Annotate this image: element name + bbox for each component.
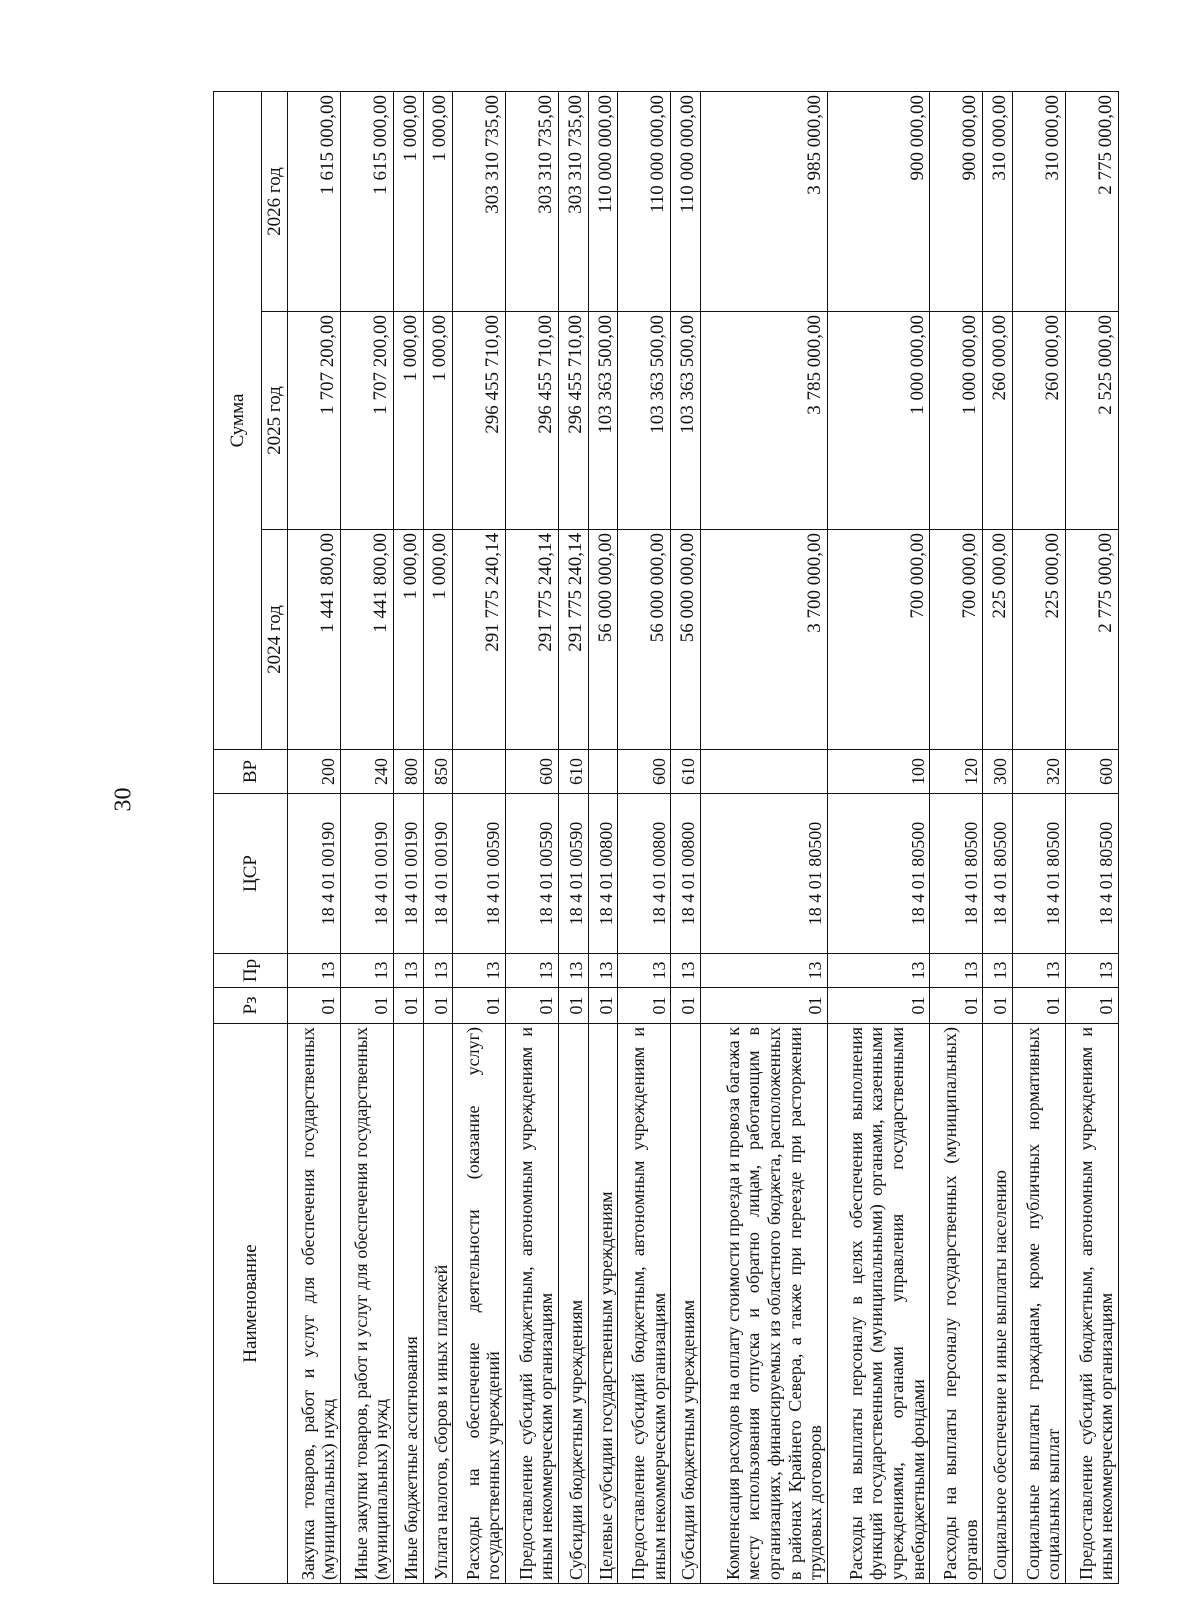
row-rz-cell: 01	[700, 988, 827, 1024]
row-2026-cell: 2 775 000,00	[1065, 91, 1118, 311]
row-pr-cell: 13	[618, 954, 671, 988]
row-rz-cell: 01	[930, 988, 983, 1024]
row-2025-cell: 1 707 200,00	[340, 312, 393, 530]
row-2024-cell: 1 000,00	[423, 530, 453, 750]
header-vr: ВР	[214, 750, 288, 794]
row-vr-cell: 100	[828, 750, 930, 794]
table-row	[506, 91, 559, 1583]
row-2026-cell: 110 000 000,00	[618, 91, 671, 311]
row-csr-cell: 18 4 01 00590	[453, 794, 506, 954]
header-name: Наименование	[214, 1024, 288, 1584]
row-rz-cell: 01	[559, 988, 589, 1024]
rotated-table-container	[213, 92, 1119, 1584]
row-rz-cell: 01	[1065, 988, 1118, 1024]
header-2024: 2024 год	[262, 530, 288, 750]
row-2026-cell: 310 000,00	[1012, 91, 1065, 311]
row-2024-cell: 3 700 000,00	[700, 530, 827, 750]
row-2026-cell: 1 615 000,00	[288, 91, 341, 311]
row-name-cell: Иные бюджетные ассигнования	[393, 1024, 423, 1584]
row-name-cell: Социальные выплаты гражданам, кроме публичных нормативных социальных выплат	[1012, 1024, 1065, 1584]
table-row	[559, 91, 589, 1583]
row-csr-cell: 18 4 01 80500	[1012, 794, 1065, 954]
row-pr-cell: 13	[700, 954, 827, 988]
table-row	[588, 91, 618, 1583]
row-name-cell: Предоставление субсидий бюджетным, автономным учреждениям и иным некоммерческим организациям	[506, 1024, 559, 1584]
row-rz-cell: 01	[828, 988, 930, 1024]
row-2025-cell: 2 525 000,00	[1065, 312, 1118, 530]
row-2025-cell: 1 000 000,00	[930, 312, 983, 530]
row-vr-cell	[453, 750, 506, 794]
row-rz-cell: 01	[588, 988, 618, 1024]
row-2026-cell: 1 000,00	[393, 91, 423, 311]
row-name-cell: Расходы на выплаты персоналу в целях обеспечения выполнения функций государственными (муниципальными) органами, казенными учреждениями, органами управления государственными внебюджетными фондами	[828, 1024, 930, 1584]
budget-table	[213, 91, 1119, 1584]
row-csr-cell: 18 4 01 80500	[1065, 794, 1118, 954]
row-2026-cell: 1 615 000,00	[340, 91, 393, 311]
row-name-cell: Целевые субсидии государственным учреждениям	[588, 1024, 618, 1584]
row-vr-cell: 600	[506, 750, 559, 794]
row-2024-cell: 56 000 000,00	[588, 530, 618, 750]
row-name-cell: Предоставление субсидий бюджетным, автономным учреждениям и иным некоммерческим организациям	[1065, 1024, 1118, 1584]
row-2025-cell: 260 000,00	[1012, 312, 1065, 530]
header-rz: Рз	[214, 988, 288, 1024]
row-name-cell: Расходы на обеспечение деятельности (оказание услуг) государственных учреждений	[453, 1024, 506, 1584]
row-2026-cell: 1 000,00	[423, 91, 453, 311]
table-row	[983, 91, 1013, 1583]
row-rz-cell: 01	[423, 988, 453, 1024]
row-2026-cell: 900 000,00	[828, 91, 930, 311]
header-2025: 2025 год	[262, 312, 288, 530]
row-name-cell: Закупка товаров, работ и услуг для обеспечения государственных (муниципальных) нужд	[288, 1024, 341, 1584]
table-row	[671, 91, 701, 1583]
row-vr-cell: 600	[618, 750, 671, 794]
row-name-cell: Субсидии бюджетным учреждениям	[559, 1024, 589, 1584]
row-name-cell: Предоставление субсидий бюджетным, автономным учреждениям и иным некоммерческим организациям	[618, 1024, 671, 1584]
row-2025-cell: 1 000,00	[393, 312, 423, 530]
row-pr-cell: 13	[393, 954, 423, 988]
row-2025-cell: 296 455 710,00	[559, 312, 589, 530]
table-header-row	[214, 91, 262, 1583]
row-csr-cell: 18 4 01 80500	[828, 794, 930, 954]
row-vr-cell: 610	[671, 750, 701, 794]
row-2026-cell: 110 000 000,00	[588, 91, 618, 311]
table-row	[618, 91, 671, 1583]
row-2026-cell: 303 310 735,00	[506, 91, 559, 311]
row-vr-cell: 200	[288, 750, 341, 794]
header-csr: ЦСР	[214, 794, 288, 954]
row-2024-cell: 291 775 240,14	[559, 530, 589, 750]
table-row	[828, 91, 930, 1583]
header-pr: Пр	[214, 954, 288, 988]
table-row	[930, 91, 983, 1583]
row-2024-cell: 700 000,00	[828, 530, 930, 750]
row-2024-cell: 1 000,00	[393, 530, 423, 750]
table-body	[288, 91, 1119, 1583]
row-2024-cell: 1 441 800,00	[340, 530, 393, 750]
row-pr-cell: 13	[340, 954, 393, 988]
table-row	[453, 91, 506, 1583]
row-2024-cell: 56 000 000,00	[618, 530, 671, 750]
row-name-cell: Иные закупки товаров, работ и услуг для обеспечения государственных (муниципальных) нужд	[340, 1024, 393, 1584]
table-row	[700, 91, 827, 1583]
row-2026-cell: 3 985 000,00	[700, 91, 827, 311]
row-csr-cell: 18 4 01 80500	[983, 794, 1013, 954]
row-pr-cell: 13	[559, 954, 589, 988]
row-name-cell: Социальное обеспечение и иные выплаты населению	[983, 1024, 1013, 1584]
row-2026-cell: 310 000,00	[983, 91, 1013, 311]
row-csr-cell: 18 4 01 00800	[671, 794, 701, 954]
table-row	[423, 91, 453, 1583]
row-rz-cell: 01	[288, 988, 341, 1024]
row-pr-cell: 13	[506, 954, 559, 988]
row-csr-cell: 18 4 01 80500	[930, 794, 983, 954]
table-row	[288, 91, 341, 1583]
row-vr-cell: 800	[393, 750, 423, 794]
row-vr-cell: 120	[930, 750, 983, 794]
row-rz-cell: 01	[506, 988, 559, 1024]
row-csr-cell: 18 4 01 00800	[588, 794, 618, 954]
row-2025-cell: 296 455 710,00	[453, 312, 506, 530]
row-vr-cell: 240	[340, 750, 393, 794]
row-name-cell: Расходы на выплаты персоналу государственных (муниципальных) органов	[930, 1024, 983, 1584]
row-vr-cell	[700, 750, 827, 794]
page-number: 30	[110, 787, 137, 812]
row-pr-cell: 13	[423, 954, 453, 988]
row-pr-cell: 13	[453, 954, 506, 988]
row-2026-cell: 110 000 000,00	[671, 91, 701, 311]
row-2024-cell: 56 000 000,00	[671, 530, 701, 750]
header-2026: 2026 год	[262, 91, 288, 311]
row-name-cell: Уплата налогов, сборов и иных платежей	[423, 1024, 453, 1584]
table-row	[1012, 91, 1065, 1583]
row-2025-cell: 1 707 200,00	[288, 312, 341, 530]
row-2025-cell: 1 000,00	[423, 312, 453, 530]
row-pr-cell: 13	[930, 954, 983, 988]
row-csr-cell: 18 4 01 00190	[423, 794, 453, 954]
row-rz-cell: 01	[1012, 988, 1065, 1024]
row-vr-cell	[588, 750, 618, 794]
row-rz-cell: 01	[671, 988, 701, 1024]
table-row	[1065, 91, 1118, 1583]
row-2024-cell: 1 441 800,00	[288, 530, 341, 750]
row-2025-cell: 103 363 500,00	[671, 312, 701, 530]
row-name-cell: Субсидии бюджетным учреждениям	[671, 1024, 701, 1584]
row-2025-cell: 103 363 500,00	[618, 312, 671, 530]
row-csr-cell: 18 4 01 00590	[506, 794, 559, 954]
row-2024-cell: 2 775 000,00	[1065, 530, 1118, 750]
header-sum: Сумма	[214, 91, 262, 749]
row-vr-cell: 850	[423, 750, 453, 794]
row-rz-cell: 01	[393, 988, 423, 1024]
row-vr-cell: 320	[1012, 750, 1065, 794]
row-2025-cell: 103 363 500,00	[588, 312, 618, 530]
row-2026-cell: 900 000,00	[930, 91, 983, 311]
row-2026-cell: 303 310 735,00	[453, 91, 506, 311]
row-vr-cell: 300	[983, 750, 1013, 794]
row-2024-cell: 225 000,00	[1012, 530, 1065, 750]
table-row	[393, 91, 423, 1583]
row-csr-cell: 18 4 01 00190	[393, 794, 423, 954]
row-2025-cell: 260 000,00	[983, 312, 1013, 530]
row-rz-cell: 01	[453, 988, 506, 1024]
row-2025-cell: 296 455 710,00	[506, 312, 559, 530]
table-row	[340, 91, 393, 1583]
row-vr-cell: 600	[1065, 750, 1118, 794]
row-pr-cell: 13	[828, 954, 930, 988]
row-pr-cell: 13	[983, 954, 1013, 988]
row-2024-cell: 291 775 240,14	[506, 530, 559, 750]
row-csr-cell: 18 4 01 00190	[340, 794, 393, 954]
row-csr-cell: 18 4 01 00800	[618, 794, 671, 954]
row-pr-cell: 13	[1065, 954, 1118, 988]
row-2024-cell: 225 000,00	[983, 530, 1013, 750]
row-2024-cell: 291 775 240,14	[453, 530, 506, 750]
row-pr-cell: 13	[588, 954, 618, 988]
row-pr-cell: 13	[671, 954, 701, 988]
row-rz-cell: 01	[618, 988, 671, 1024]
row-csr-cell: 18 4 01 80500	[700, 794, 827, 954]
row-csr-cell: 18 4 01 00190	[288, 794, 341, 954]
row-rz-cell: 01	[983, 988, 1013, 1024]
row-vr-cell: 610	[559, 750, 589, 794]
row-2025-cell: 1 000 000,00	[828, 312, 930, 530]
row-csr-cell: 18 4 01 00590	[559, 794, 589, 954]
row-2024-cell: 700 000,00	[930, 530, 983, 750]
row-rz-cell: 01	[340, 988, 393, 1024]
row-2026-cell: 303 310 735,00	[559, 91, 589, 311]
row-name-cell: Компенсация расходов на оплату стоимости проезда и провоза багажа к месту использования отпуска и обратно лицам, работающим в организациях, финансируемых из областного бюджета, расположенных в районах Крайнего Севера, а также при переезде при расторжении трудовых договоров	[700, 1024, 827, 1584]
row-pr-cell: 13	[1012, 954, 1065, 988]
row-2025-cell: 3 785 000,00	[700, 312, 827, 530]
row-pr-cell: 13	[288, 954, 341, 988]
